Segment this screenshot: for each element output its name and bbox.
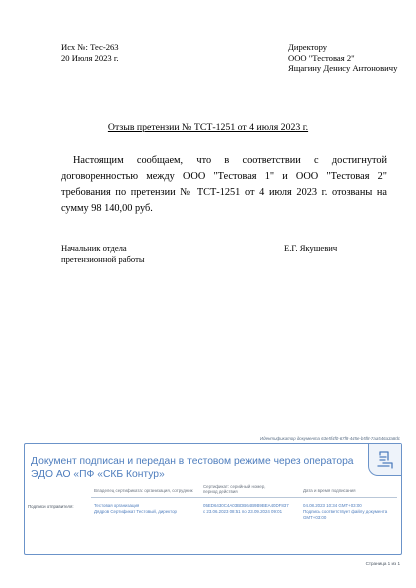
letter-date: 20 Июля 2023 г. [61,53,119,63]
owner-org: Тестовая организация [94,503,140,508]
stamp-divider [91,497,397,498]
letter-body: Настоящим сообщаем, что в соответствии с достигнутой договоренностью между ООО "Тестовая 1" и ООО "Тестовая 2" требования по претензии № ТСТ-1251 от 4 июля 2023 г. отозваны на сумму 98 140,00 руб. [61,155,387,214]
signer-position-line1: Начальник отдела [61,243,127,253]
sign-datetime: 04.08.2023 10:34 GMT+03:00 [303,503,362,508]
document-signature-icon [368,444,401,476]
signer-position-line2: претензионной работы [61,254,145,264]
recipient-name: Ящагину Денису Антоновичу [288,63,398,73]
recipient-company: ООО "Тестовая 2" [288,53,355,63]
col-cert-header: Сертификат: серийный номер, период действия [203,484,266,495]
page-number: Страница 1 из 1 [365,561,400,566]
letter-title: Отзыв претензии № ТСТ-1251 от 4 июля 2023 г. [107,122,309,133]
cert-period: с 23.06.2023 08:51 по 23.09.2024 09:01 [203,509,283,514]
document-id: Идентификатор документа 63e5f4f0-67f8-445e-b5f8-7aa546a3a8dc [260,436,400,441]
sign-note: Подпись соответствует файлу документа [303,509,388,514]
signature-stamp [24,443,402,555]
recipient-title: Директору [288,42,328,52]
owner-person: Дядров Сертификат Тестовый, директор [94,509,177,514]
stamp-heading: Документ подписан и передан в тестовом режиме через оператора ЭДО АО «ПФ «СКБ Контур» [31,456,354,480]
signer-name: Е.Г. Якушевич [284,243,338,253]
ref-number: Исх №: Тес-263 [61,42,119,52]
sign-timezone: GMT+03:00 [303,515,327,520]
col-date-header: Дата и время подписания [303,488,356,493]
row-label: Подписи отправителя: [28,504,74,509]
col-owner-header: Владелец сертификата: организация, сотрудник [94,488,193,493]
cert-serial: 05ED6430C4A03BDB64B9B9BEA40DF837 [203,503,289,508]
